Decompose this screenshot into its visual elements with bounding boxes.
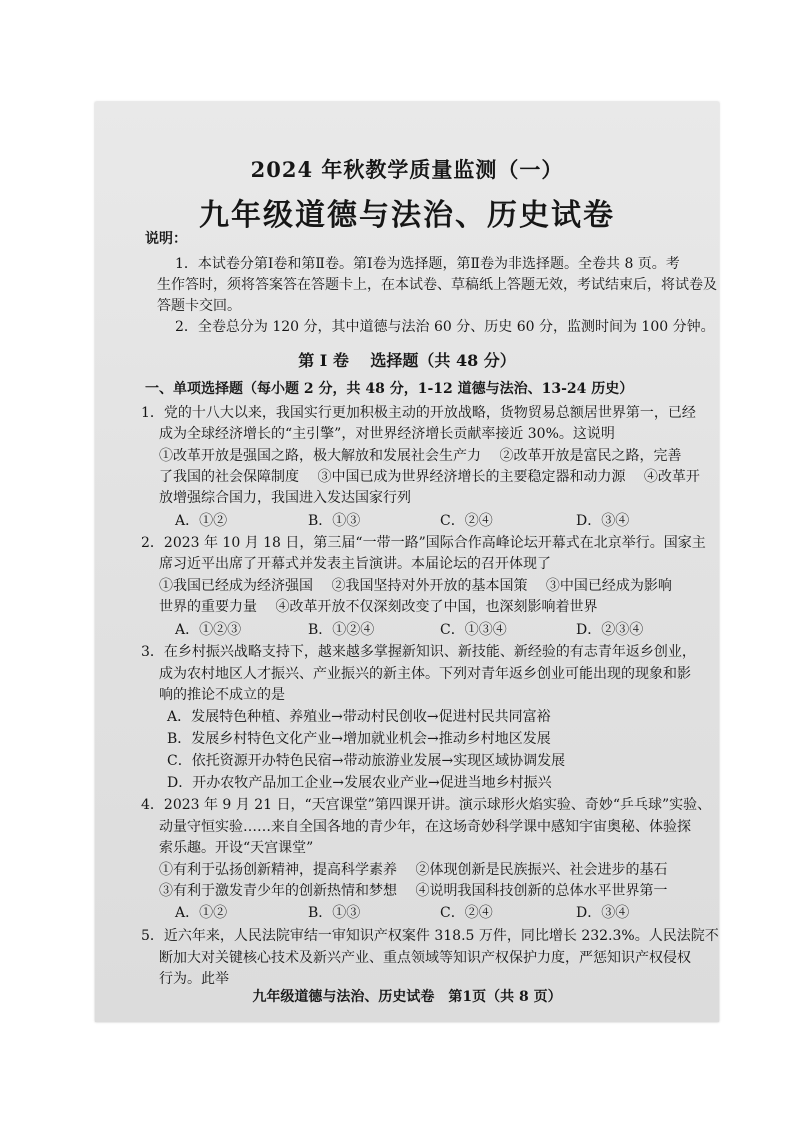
question-1-stem-line2: 成为全球经济增长的“主引擎”，对世界经济增长贡献率接近 30%。这说明 bbox=[159, 426, 615, 442]
question-3-option-d: D．开办农牧产品加工企业→发展农业产业→促进当地乡村振兴 bbox=[167, 775, 552, 791]
question-3-option-b: B．发展乡村特色文化产业→增加就业机会→推动乡村地区发展 bbox=[167, 731, 551, 747]
question-4-stem-line2: 动量守恒实验……来自全国各地的青少年，在这场奇妙科学课中感知宇宙奥秘、体验探 bbox=[159, 819, 691, 835]
question-4-stem-line3: 索乐趣。开设“天宫课堂” bbox=[159, 840, 314, 856]
question-1-option-c: C．②④ bbox=[440, 513, 493, 529]
question-1-option-a: A．①② bbox=[175, 513, 228, 529]
question-2-stem-line1: 2．2023 年 10 月 18 日，第三届“一带一路”国际合作高峰论坛开幕式在北京举行。国家主 bbox=[141, 535, 706, 551]
question-4-stem-line1: 4．2023 年 9 月 21 日，“天宫课堂”第四课开讲。演示球形火焰实验、奇妙“乒乓球”实验、 bbox=[141, 797, 712, 813]
page-footer: 九年级道德与法治、历史试卷 第1页（共 8 页） bbox=[252, 989, 562, 1005]
exam-paper bbox=[95, 102, 719, 1022]
exam-subtitle: 九年级道德与法治、历史试卷 bbox=[199, 198, 615, 233]
question-2-statement-line2: 世界的重要力量 ④改革开放不仅深刻改变了中国，也深刻影响着世界 bbox=[159, 599, 598, 615]
question-4-option-c: C．②④ bbox=[440, 905, 493, 921]
instruction-2: 2．全卷总分为 120 分，其中道德与法治 60 分、历史 60 分，监测时间为 100 分钟。 bbox=[175, 319, 715, 335]
question-3-stem-line1: 3．在乡村振兴战略支持下，越来越多掌握新知识、新技能、新经验的有志青年返乡创业， bbox=[141, 644, 696, 660]
question-3-stem-line2: 成为农村地区人才振兴、产业振兴的新主体。下列对青年返乡创业可能出现的现象和影 bbox=[159, 666, 691, 682]
question-4-statement-line1: ①有利于弘扬创新精神，提高科学素养 ②体现创新是民族振兴、社会进步的基石 bbox=[159, 862, 668, 878]
question-1-statement-line2: 了我国的社会保障制度 ③中国已成为世界经济增长的主要稳定器和动力源 ④改革开 bbox=[159, 469, 700, 485]
question-4-option-d: D．③④ bbox=[576, 905, 630, 921]
question-1-option-d: D．③④ bbox=[576, 513, 630, 529]
question-4-option-a: A．①② bbox=[175, 905, 228, 921]
question-5-stem-line2: 断加大对关键核心技术及新兴产业、重点领域等知识产权保护力度，严惩知识产权侵权 bbox=[159, 950, 691, 966]
part-heading: 一、单项选择题（每小题 2 分，共 48 分，1-12 道德与法治、13-24 历史） bbox=[145, 381, 634, 397]
question-2-option-b: B．①②④ bbox=[308, 622, 375, 638]
question-2-option-a: A．①②③ bbox=[175, 622, 242, 638]
question-2-option-d: D．②③④ bbox=[576, 622, 644, 638]
question-5-stem-line1: 5．近六年来，人民法院审结一审知识产权案件 318.5 万件，同比增长 232.3%。人民法院不 bbox=[141, 928, 719, 944]
question-1-statement-line3: 放增强综合国力，我国进入发达国家行列 bbox=[159, 490, 411, 506]
question-3-option-a: A．发展特色种植、养殖业→带动村民创收→促进村民共同富裕 bbox=[167, 709, 551, 725]
question-2-option-c: C．①③④ bbox=[440, 622, 507, 638]
section-title: 第 Ⅰ 卷 选择题（共 48 分） bbox=[298, 351, 516, 370]
instructions-heading: 说明： bbox=[145, 231, 187, 247]
question-1-option-b: B．①③ bbox=[308, 513, 361, 529]
question-5-stem-line3: 行为。此举 bbox=[159, 971, 229, 987]
question-2-stem-line2: 席习近平出席了开幕式并发表主旨演讲。本届论坛的召开体现了 bbox=[159, 556, 551, 572]
instruction-1-line3: 答题卡交回。 bbox=[157, 298, 241, 314]
instruction-1-line1: 1．本试卷分第Ⅰ卷和第Ⅱ卷。第Ⅰ卷为选择题，第Ⅱ卷为非选择题。全卷共 8 页。考 bbox=[175, 256, 680, 272]
question-4-statement-line2: ③有利于激发青少年的创新热情和梦想 ④说明我国科技创新的总体水平世界第一 bbox=[159, 883, 668, 899]
question-4-option-b: B．①③ bbox=[308, 905, 361, 921]
question-3-stem-line3: 响的推论不成立的是 bbox=[159, 687, 285, 703]
question-2-statement-line1: ①我国已经成为经济强国 ②我国坚持对外开放的基本国策 ③中国已经成为影响 bbox=[159, 578, 672, 594]
instruction-1-line2: 生作答时，须将答案答在答题卡上，在本试卷、草稿纸上答题无效，考试结束后，将试卷及 bbox=[157, 277, 717, 293]
question-1-stem-line1: 1．党的十八大以来，我国实行更加积极主动的开放战略，货物贸易总额居世界第一，已经 bbox=[141, 405, 696, 421]
question-3-option-c: C．依托资源开办特色民宿→带动旅游业发展→实现区域协调发展 bbox=[167, 753, 566, 769]
exam-title: 2024 年秋教学质量监测（一） bbox=[250, 157, 564, 182]
question-1-statement-line1: ①改革开放是强国之路，极大解放和发展社会生产力 ②改革开放是富民之路，完善 bbox=[159, 448, 682, 464]
